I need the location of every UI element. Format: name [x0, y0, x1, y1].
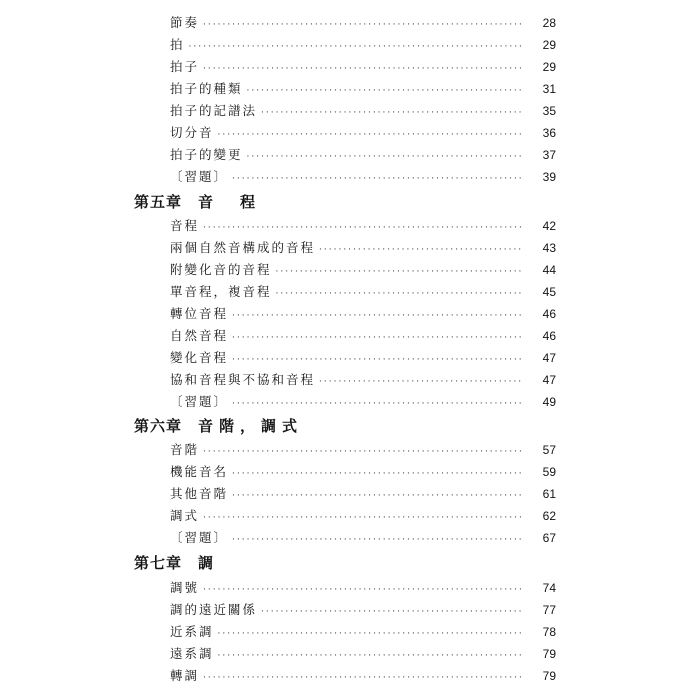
chapter-label: 第五章	[134, 193, 183, 211]
dot-leader	[276, 261, 524, 283]
toc-entry	[170, 100, 556, 122]
toc-entry-title: 機能音名	[170, 464, 229, 479]
toc-entry	[170, 599, 556, 621]
toc-entry	[170, 144, 556, 166]
toc-entry-title: 拍子的種類	[170, 81, 243, 96]
toc-entry-page: 62	[542, 509, 556, 523]
toc-entry-title: 附變化音的音程	[170, 262, 272, 277]
toc-entry	[170, 461, 556, 483]
toc-entry-page: 79	[542, 669, 556, 683]
toc-entry-title: 遠系調	[170, 646, 214, 661]
toc-entry-page: 44	[542, 263, 556, 277]
dot-leader	[189, 36, 524, 58]
toc-entry	[170, 483, 556, 505]
toc-entry-page: 31	[542, 82, 556, 96]
chapter-title: 音階，調式	[198, 417, 304, 435]
chapter-title: 音 程	[198, 193, 262, 211]
toc-entry	[170, 12, 556, 34]
toc-entry-page: 29	[542, 38, 556, 52]
toc-entry-title: 〔習題〕	[170, 394, 229, 409]
toc-entry	[170, 347, 556, 369]
dot-leader	[247, 80, 524, 102]
toc-entry	[170, 215, 556, 237]
toc-entry	[170, 527, 556, 549]
dot-leader	[319, 371, 524, 393]
toc-entry	[170, 369, 556, 391]
toc-entry-title: 調的遠近關係	[170, 602, 258, 617]
toc-entry-title: 拍子	[170, 59, 200, 74]
toc-entry-title: 節奏	[170, 15, 200, 30]
dot-leader	[261, 102, 524, 124]
dot-leader	[218, 645, 524, 667]
toc-entry-title: 拍子的變更	[170, 147, 243, 162]
toc-entry	[170, 78, 556, 100]
dot-leader	[203, 507, 524, 529]
toc-entry-title: 〔習題〕	[170, 169, 229, 184]
toc-entry-page: 36	[542, 126, 556, 140]
toc-entry-page: 35	[542, 104, 556, 118]
toc-entry-page: 79	[542, 647, 556, 661]
dot-leader	[203, 217, 524, 239]
toc-entry-title: 切分音	[170, 125, 214, 140]
toc-entry	[170, 439, 556, 461]
dot-leader	[232, 327, 524, 349]
toc-entry-title: 轉調	[170, 668, 200, 683]
toc-entry	[170, 325, 556, 347]
chapter-label: 第七章	[134, 554, 183, 572]
dot-leader	[319, 239, 524, 261]
chapter-heading	[134, 413, 303, 439]
toc-entry	[170, 259, 556, 281]
toc-entry-title: 自然音程	[170, 328, 229, 343]
toc-entry-page: 46	[542, 329, 556, 343]
toc-entry	[170, 643, 556, 665]
dot-leader	[247, 146, 524, 168]
dot-leader	[203, 441, 524, 463]
toc-entry-page: 43	[542, 241, 556, 255]
toc-entry-page: 77	[542, 603, 556, 617]
toc-entry-page: 46	[542, 307, 556, 321]
toc-entry	[170, 122, 556, 144]
dot-leader	[203, 14, 524, 36]
chapter-heading	[134, 189, 261, 215]
toc-entry-page: 42	[542, 219, 556, 233]
toc-entry-page: 39	[542, 170, 556, 184]
toc-entry-page: 37	[542, 148, 556, 162]
dot-leader	[203, 58, 524, 80]
toc-entry-title: 近系調	[170, 624, 214, 639]
toc-entry-page: 78	[542, 625, 556, 639]
toc-entry-title: 單音程，複音程	[170, 284, 272, 299]
toc-entry	[170, 281, 556, 303]
toc-entry-title: 協和音程與不協和音程	[170, 372, 316, 387]
toc-entry-page: 61	[542, 487, 556, 501]
dot-leader	[232, 463, 524, 485]
chapter-label: 第六章	[134, 417, 183, 435]
toc-entry-title: 拍子的記譜法	[170, 103, 258, 118]
dot-leader	[218, 124, 524, 146]
toc-entry	[170, 303, 556, 325]
toc-entry-page: 47	[542, 351, 556, 365]
toc-entry-page: 28	[542, 16, 556, 30]
toc-entry-title: 變化音程	[170, 350, 229, 365]
dot-leader	[232, 349, 524, 371]
toc-entry-title: 拍	[170, 37, 185, 52]
dot-leader	[261, 601, 524, 623]
toc-entry-page: 74	[542, 581, 556, 595]
toc-entry-page: 45	[542, 285, 556, 299]
toc-entry-title: 音程	[170, 218, 200, 233]
toc-entry-title: 其他音階	[170, 486, 229, 501]
toc-entry	[170, 391, 556, 413]
chapter-heading	[134, 550, 219, 576]
toc-entry-page: 29	[542, 60, 556, 74]
toc-entry	[170, 34, 556, 56]
toc-entry-title: 兩個自然音構成的音程	[170, 240, 316, 255]
toc-entry-title: 〔習題〕	[170, 530, 229, 545]
toc-entry	[170, 577, 556, 599]
dot-leader	[232, 393, 524, 415]
toc-entry-page: 59	[542, 465, 556, 479]
dot-leader	[203, 667, 524, 689]
toc-entry	[170, 56, 556, 78]
toc-entry-page: 47	[542, 373, 556, 387]
dot-leader	[203, 579, 524, 601]
toc-entry-title: 調式	[170, 508, 200, 523]
dot-leader	[232, 485, 524, 507]
chapter-title: 調	[198, 554, 220, 572]
dot-leader	[232, 168, 524, 190]
toc-entry	[170, 237, 556, 259]
dot-leader	[276, 283, 524, 305]
toc-entry	[170, 621, 556, 643]
toc-entry-title: 調號	[170, 580, 200, 595]
toc-entry	[170, 665, 556, 687]
toc-entry	[170, 166, 556, 188]
dot-leader	[232, 305, 524, 327]
toc-entry-title: 音階	[170, 442, 200, 457]
dot-leader	[232, 529, 524, 551]
toc-entry-page: 67	[542, 531, 556, 545]
toc-entry-page: 57	[542, 443, 556, 457]
toc-entry	[170, 505, 556, 527]
toc-entry-page: 49	[542, 395, 556, 409]
dot-leader	[218, 623, 524, 645]
toc-entry-title: 轉位音程	[170, 306, 229, 321]
